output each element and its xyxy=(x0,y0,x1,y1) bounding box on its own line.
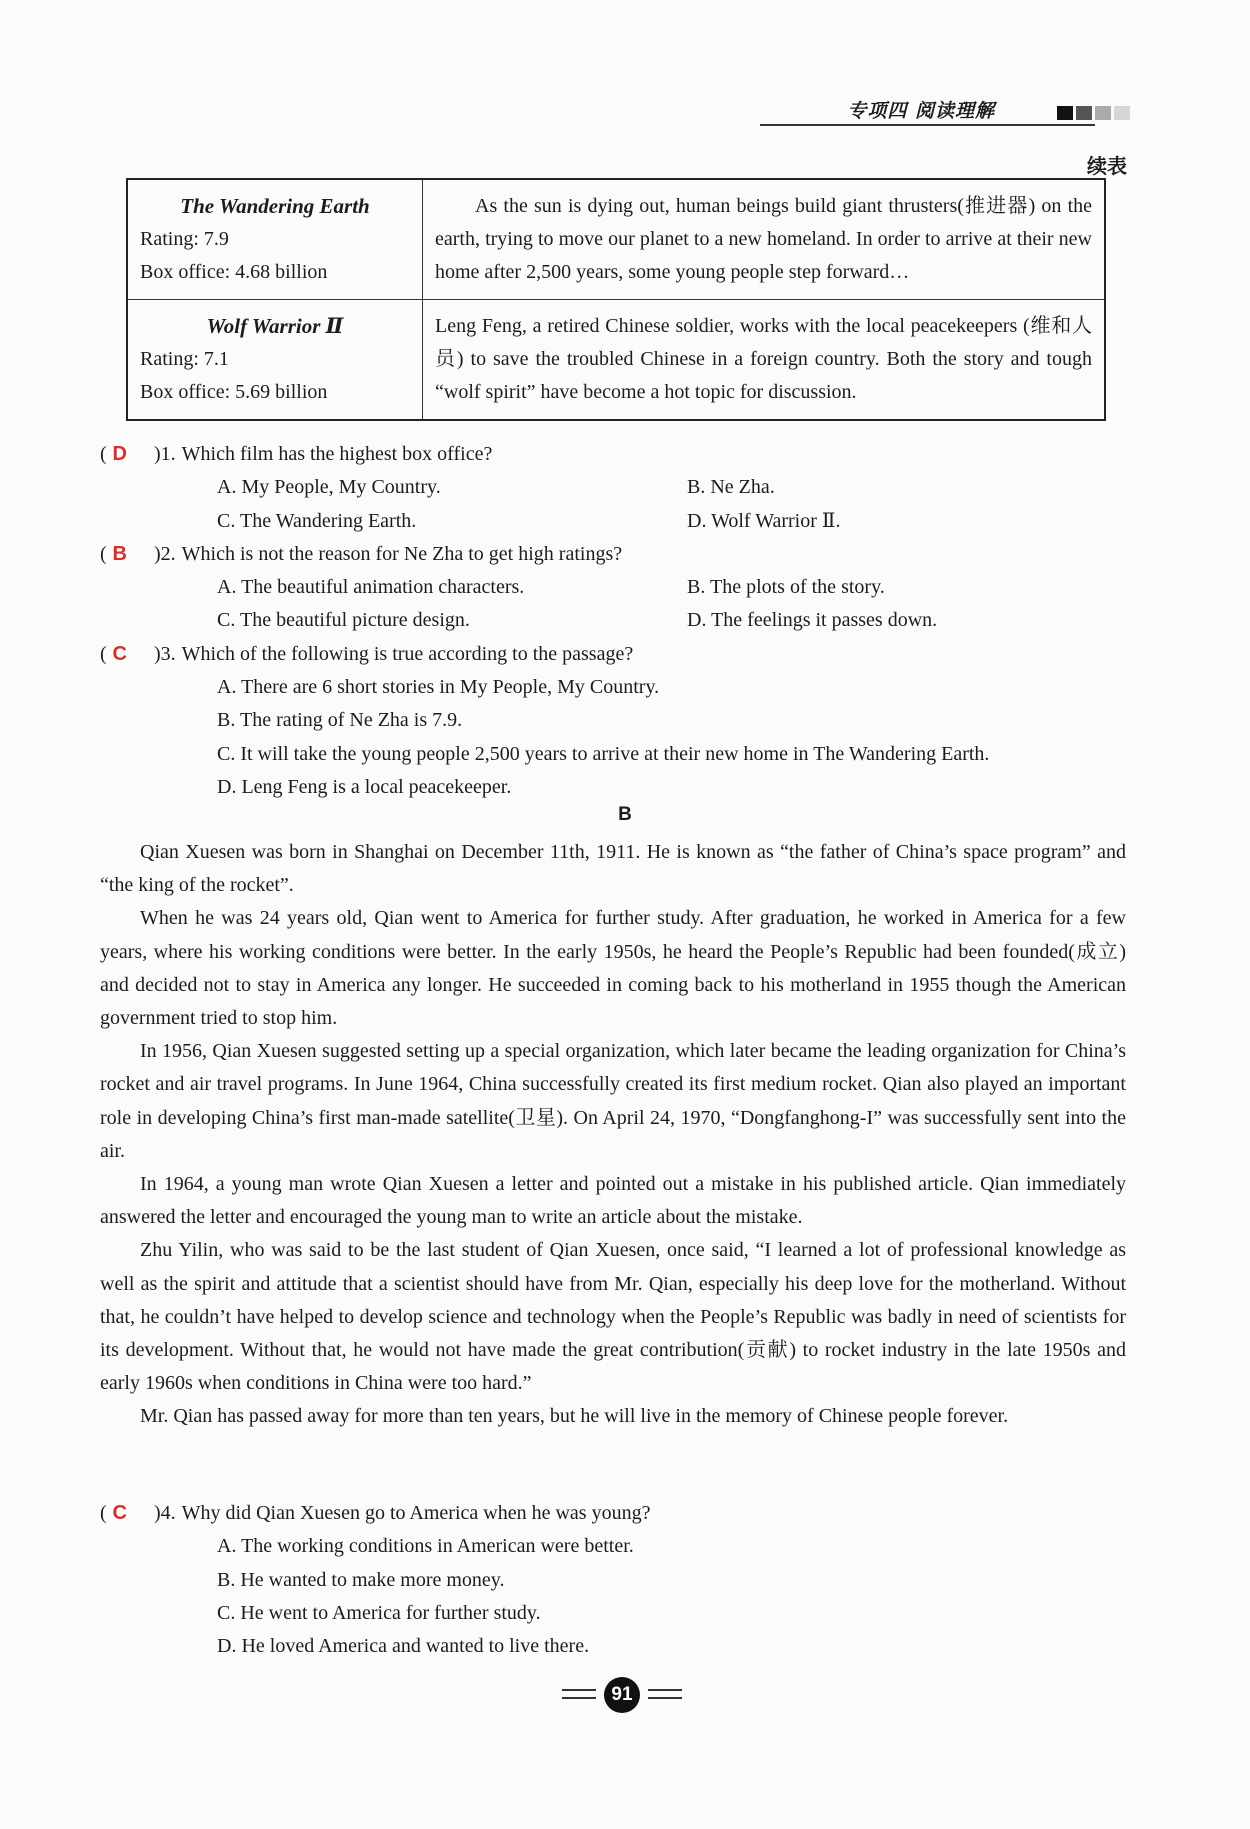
question-item xyxy=(100,438,1130,538)
film-rating: Rating: 7.1 xyxy=(140,348,229,370)
header-block xyxy=(1114,106,1130,120)
option[interactable]: D. Wolf Warrior Ⅱ. xyxy=(687,509,841,532)
answer-mark: C xyxy=(112,1502,127,1524)
question-item xyxy=(100,638,1130,804)
option[interactable]: A. The working conditions in American were better. xyxy=(217,1535,634,1558)
options-grid xyxy=(100,471,1130,538)
table-continued-label: 续表 xyxy=(1087,154,1127,178)
question-stem-line xyxy=(100,1497,1130,1530)
question-stem-line xyxy=(100,538,1130,571)
option[interactable]: C. The beautiful picture design. xyxy=(217,609,470,632)
option[interactable]: B. The plots of the story. xyxy=(687,576,885,599)
passage-paragraph: In 1956, Qian Xuesen suggested setting up a special organization, which later became the leading organization for China’s rocket and air travel programs. In June 1964, China successfully created its first medium rocket. Qian also played an important role in developing China’s first man-made satellite(卫星). On April 24, 1970, “Dongfanghong-I” was successfully sent into the air. xyxy=(100,1040,1126,1162)
question-stem: Which of the following is true according to the passage? xyxy=(181,642,634,665)
passage-paragraph: When he was 24 years old, Qian went to America for further study. After graduation, he worked in America for a few years, where his working conditions were better. In the early 1950s, he heard the People’s Republic had been founded(成立) and decided not to stay in America any longer. He succeeded in coming back to his motherland in 1955 though the American government tried to stop him. xyxy=(100,907,1126,1030)
option[interactable]: C. It will take the young people 2,500 years to arrive at their new home in The Wandering Earth. xyxy=(217,742,990,765)
film-description: Leng Feng, a retired Chinese soldier, works with the local peacekeepers (维和人员) to save the troubled Chinese in a foreign country. Both the story and tough “wolf spirit” have become a hot topic for discussion. xyxy=(423,300,1106,421)
passage-paragraph: Zhu Yilin, who was said to be the last student of Qian Xuesen, once said, “I learned a lot of professional knowledge as well as the spirit and attitude that a scientist should have from Mr. Qian, especially his deep love for the motherland. Without that, he couldn’t have helped to develop science and technology when the People’s Republic was badly in need of scientists for its development. Without that, he would not have made the great contribution(贡献) to rocket industry in the late 1950s and early 1960s when conditions in China were too hard.” xyxy=(100,1239,1126,1395)
passage-b xyxy=(100,836,1126,1434)
options-list xyxy=(100,671,1130,804)
question-stem-line xyxy=(100,438,1130,471)
option[interactable]: B. The rating of Ne Zha is 7.9. xyxy=(217,709,463,732)
option[interactable]: A. The beautiful animation characters. xyxy=(217,576,525,599)
films-table xyxy=(126,178,1106,421)
question-stem: Which is not the reason for Ne Zha to get high ratings? xyxy=(181,542,623,565)
question-stem: Why did Qian Xuesen go to America when he was young? xyxy=(181,1502,651,1524)
questions-section-b xyxy=(100,1497,1130,1663)
question-stem: Which film has the highest box office? xyxy=(181,443,493,465)
option[interactable]: D. Leng Feng is a local peacekeeper. xyxy=(217,775,512,798)
passage-paragraph: In 1964, a young man wrote Qian Xuesen a letter and pointed out a mistake in his published article. Qian immediately answered the letter and encouraged the young man to write an article about the mistake. xyxy=(100,1173,1126,1229)
film-info-cell xyxy=(127,179,423,300)
film-title: The Wandering Earth xyxy=(180,194,370,218)
film-description: As the sun is dying out, human beings build giant thrusters(推进器) on the earth, trying to move our planet to a new homeland. In order to arrive at their new home after 2,500 years, some young people step forward… xyxy=(423,179,1106,300)
footer-rule xyxy=(562,1689,596,1691)
answer-mark: C xyxy=(112,642,127,665)
question-number: )1. xyxy=(154,443,176,465)
header-rule xyxy=(760,124,1095,126)
film-rating: Rating: 7.9 xyxy=(140,228,229,250)
option[interactable]: C. The Wandering Earth. xyxy=(217,509,417,532)
answer-paren: ( D xyxy=(100,438,140,471)
header-block xyxy=(1076,106,1092,120)
footer-rule xyxy=(648,1697,682,1699)
film-title: Wolf Warrior Ⅱ xyxy=(206,314,344,338)
option[interactable]: A. My People, My Country. xyxy=(217,476,441,499)
question-number: )4. xyxy=(154,1502,176,1524)
options-list xyxy=(100,1530,1130,1663)
section-title: 专项四 阅读理解 xyxy=(847,100,995,122)
question-item xyxy=(100,1497,1130,1663)
question-number: )2. xyxy=(154,542,176,565)
page-number-footer xyxy=(562,1673,682,1723)
film-info-cell xyxy=(127,300,423,421)
header-block xyxy=(1095,106,1111,120)
option[interactable]: B. Ne Zha. xyxy=(687,476,775,499)
header-decoration xyxy=(1057,106,1130,120)
passage-paragraph: Mr. Qian has passed away for more than ten years, but he will live in the memory of Chinese people forever. xyxy=(140,1405,1009,1428)
footer-rule xyxy=(648,1689,682,1691)
question-number: )3. xyxy=(154,642,176,665)
option[interactable]: D. The feelings it passes down. xyxy=(687,609,938,632)
film-box-office: Box office: 4.68 billion xyxy=(140,261,328,283)
option[interactable]: A. There are 6 short stories in My People, My Country. xyxy=(217,676,660,699)
option[interactable]: D. He loved America and wanted to live there. xyxy=(217,1635,590,1658)
passage-paragraph: Qian Xuesen was born in Shanghai on December 11th, 1911. He is known as “the father of China’s space program” and “the king of the rocket”. xyxy=(100,841,1126,897)
page-header xyxy=(760,92,1130,132)
section-b-title: B xyxy=(618,804,632,825)
answer-paren: ( B xyxy=(100,538,140,571)
page-number: 91 xyxy=(604,1677,640,1713)
answer-mark: D xyxy=(112,443,127,465)
answer-paren: ( C xyxy=(100,1497,140,1530)
option[interactable]: B. He wanted to make more money. xyxy=(217,1568,505,1591)
answer-mark: B xyxy=(112,542,127,565)
footer-rule xyxy=(562,1697,596,1699)
answer-paren: ( C xyxy=(100,638,140,671)
table-row xyxy=(127,179,1105,300)
header-block xyxy=(1057,106,1073,120)
table-row xyxy=(127,300,1105,421)
option[interactable]: C. He went to America for further study. xyxy=(217,1601,541,1624)
film-box-office: Box office: 5.69 billion xyxy=(140,381,328,403)
options-grid xyxy=(100,571,1130,638)
question-item xyxy=(100,538,1130,638)
questions-section-a xyxy=(100,438,1130,804)
question-stem-line xyxy=(100,638,1130,671)
